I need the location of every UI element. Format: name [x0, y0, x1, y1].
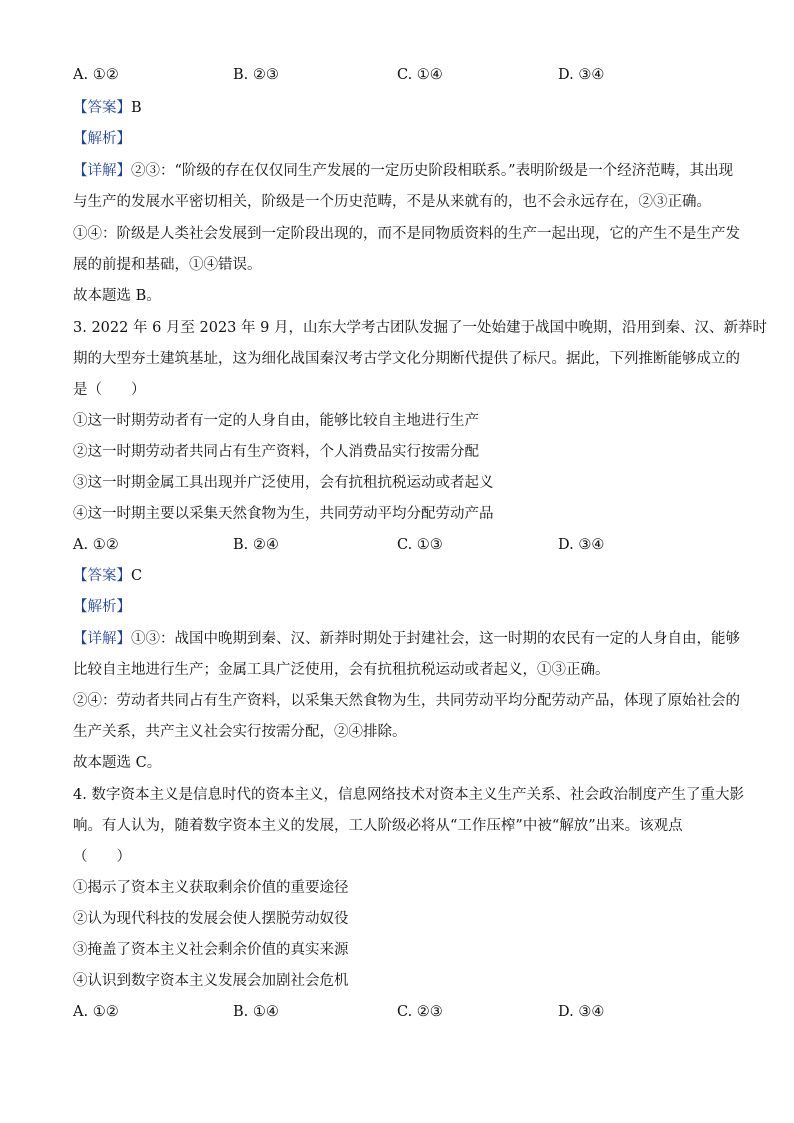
q3-stem-line-2: 期的大型夯土建筑基址，这为细化战国秦汉考古学文化分期断代提供了标尺。据此，下列推断能够成立的: [73, 351, 740, 367]
q4-option-c: C. ②③: [397, 1004, 443, 1020]
q3-option-d: D. ③④: [558, 537, 605, 553]
q3-stem-line-3: 是（ ）: [73, 382, 146, 398]
q3-item-4: ④这一时期主要以采集天然食物为生，共同劳动平均分配劳动产品: [73, 506, 494, 522]
q2-option-d: D. ③④: [558, 67, 605, 83]
q3-detail-line-3: ②④：劳动者共同占有生产资料，以采集天然食物为生，共同劳动平均分配劳动产品，体现了原始社会的: [73, 693, 740, 709]
q2-detail-line-4: 展的前提和基础，①④错误。: [73, 257, 262, 273]
q4-item-1: ①揭示了资本主义获取剩余价值的重要途径: [73, 880, 349, 896]
q2-answer-value: B: [131, 100, 142, 116]
q2-answer: [73, 98, 142, 118]
q4-stem-line-3: （ ）: [73, 849, 131, 865]
q3-item-3: ③这一时期金属工具出现并广泛使用，会有抗租抗税运动或者起义: [73, 475, 494, 491]
q3-detail-text-1: ①③：战国中晚期到秦、汉、新莽时期处于封建社会，这一时期的农民有一定的人身自由，能够: [131, 631, 740, 647]
q2-conclusion: 故本题选 B。: [73, 288, 161, 304]
q3-stem-line-1: 3. 2022 年 6 月至 2023 年 9 月，山东大学考古团队发掘了一处始建于战国中晚期，沿用到秦、汉、新莽时: [73, 320, 767, 336]
q3-detail-tag: 【详解】: [73, 631, 131, 647]
q3-option-a: A. ①②: [73, 537, 119, 553]
q2-option-b: B. ②③: [233, 67, 279, 83]
q4-item-3: ③掩盖了资本主义社会剩余价值的真实来源: [73, 942, 349, 958]
q3-analysis-tag: 【解析】: [73, 599, 131, 615]
q2-detail-line-2: 与生产的发展水平密切相关，阶级是一个历史范畴，不是从来就有的，也不会永远存在，②③正确。: [73, 194, 711, 210]
q3-detail-line-1: [73, 629, 740, 649]
q2-answer-tag: 【答案】: [73, 100, 131, 116]
q2-options: [73, 65, 723, 85]
q2-analysis-tag: 【解析】: [73, 131, 131, 147]
q3-answer-tag: 【答案】: [73, 568, 131, 584]
q4-stem-line-1: 4. 数字资本主义是信息时代的资本主义，信息网络技术对资本主义生产关系、社会政治制度产生了重大影: [73, 787, 744, 803]
q4-option-a: A. ①②: [73, 1004, 119, 1020]
q4-option-d: D. ③④: [558, 1004, 605, 1020]
q2-detail-line-1: [73, 161, 733, 181]
q2-detail-tag: 【详解】: [73, 163, 131, 179]
q3-detail-line-4: 生产关系，共产主义社会实行按需分配，②④排除。: [73, 724, 407, 740]
q3-answer: [73, 566, 142, 586]
q2-option-a: A. ①②: [73, 67, 119, 83]
q4-stem-line-2: 响。有人认为，随着数字资本主义的发展，工人阶级必将从“工作压榨”中被“解放”出来。该观点: [73, 818, 683, 834]
q4-option-b: B. ①④: [233, 1004, 279, 1020]
q2-detail-text-1: ②③：“阶级的存在仅仅同生产发展的一定历史阶段相联系。”表明阶级是一个经济范畴，其出现: [131, 163, 734, 179]
q4-item-4: ④认识到数字资本主义发展会加剧社会危机: [73, 973, 349, 989]
q4-options: [73, 1002, 723, 1022]
q3-conclusion: 故本题选 C。: [73, 755, 162, 771]
q3-detail-line-2: 比较自主地进行生产；金属工具广泛使用，会有抗租抗税运动或者起义，①③正确。: [73, 662, 610, 678]
q3-options: [73, 535, 723, 555]
q3-option-c: C. ①③: [397, 537, 443, 553]
q3-option-b: B. ②④: [233, 537, 279, 553]
q2-detail-line-3: ①④：阶级是人类社会发展到一定阶段出现的，而不是同物质资料的生产一起出现，它的产生不是生产发: [73, 226, 740, 242]
q3-item-1: ①这一时期劳动者有一定的人身自由，能够比较自主地进行生产: [73, 413, 479, 429]
q3-item-2: ②这一时期劳动者共同占有生产资料，个人消费品实行按需分配: [73, 444, 479, 460]
q3-answer-value: C: [131, 568, 143, 584]
q4-item-2: ②认为现代科技的发展会使人摆脱劳动奴役: [73, 911, 349, 927]
q2-option-c: C. ①④: [397, 67, 443, 83]
